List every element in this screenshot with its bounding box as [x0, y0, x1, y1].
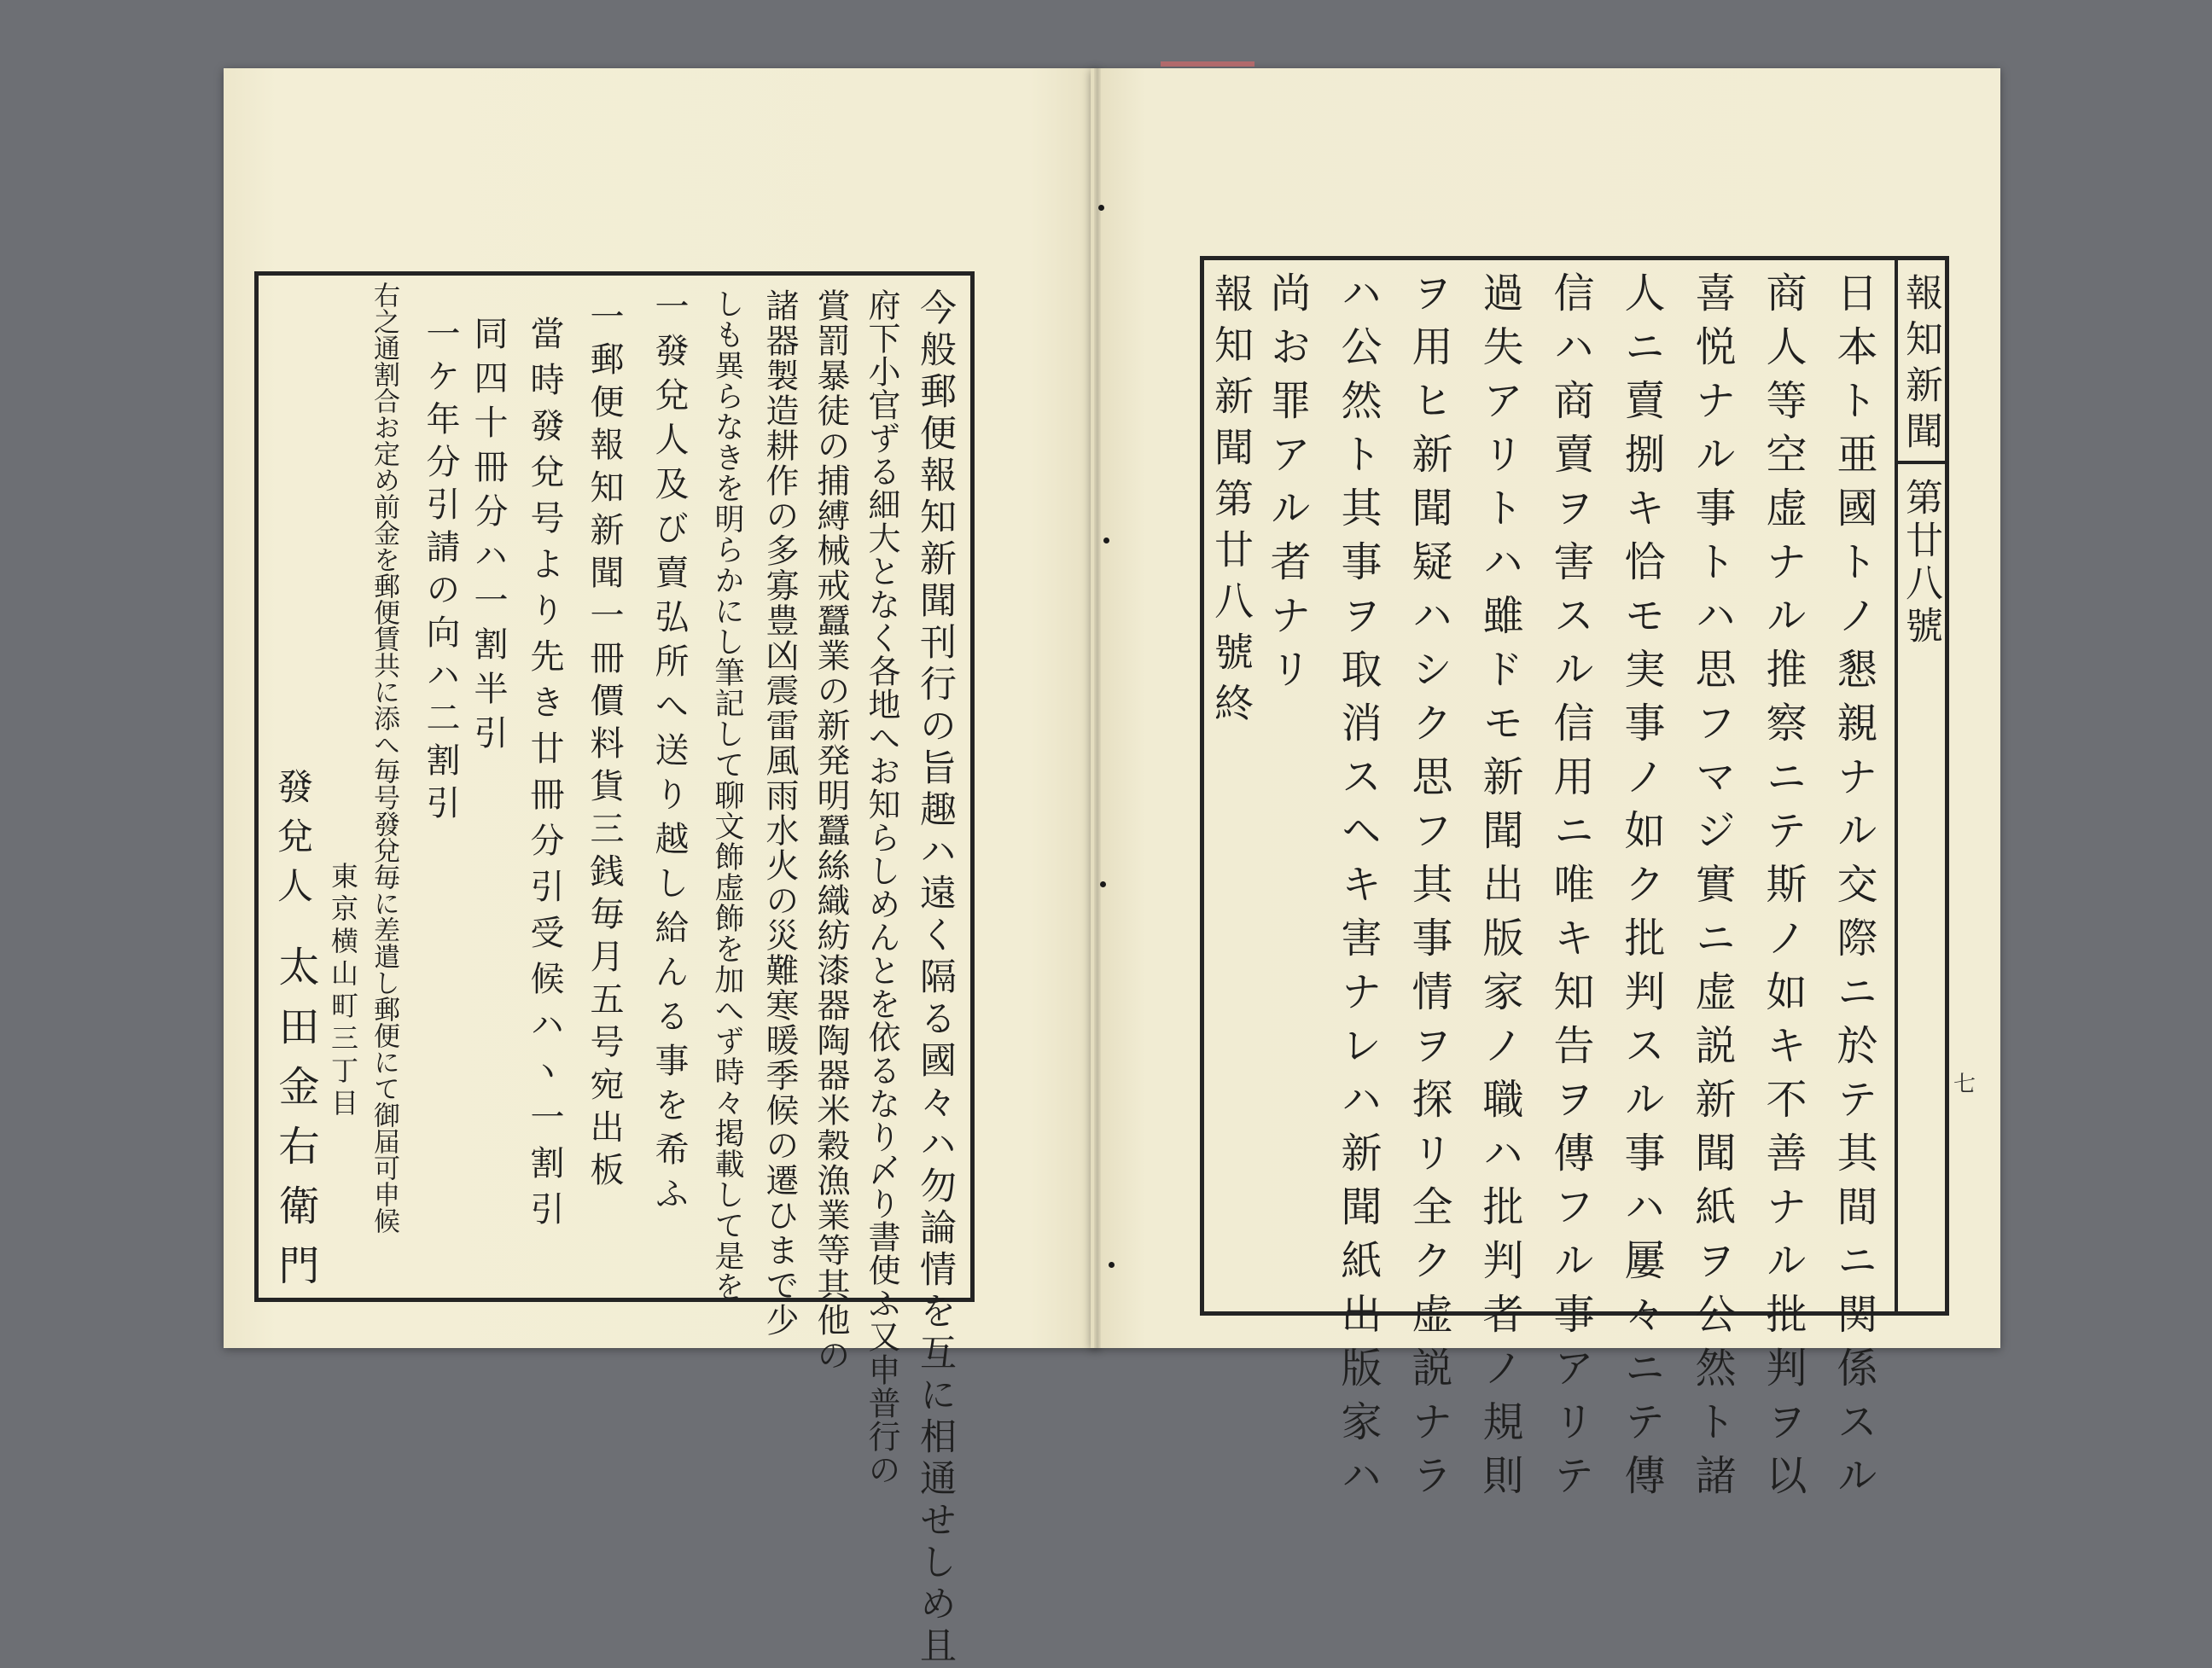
text-column: 府下小官ずる細大となく各地へお知らしめんとを依るなり〆り書使ふ又申普行の [863, 288, 900, 1486]
margin-title: 報知新聞 [1899, 273, 1942, 457]
publisher-name: 太田金右衛門 [271, 945, 319, 1304]
binding-hole [1109, 1262, 1115, 1268]
binding-hole [1103, 538, 1109, 543]
closing-line: 報知新聞第廿八號終 [1208, 273, 1254, 734]
text-column: 一ケ年分引請の向ハ二割引 [421, 316, 460, 828]
text-column: 商人等空虚ナル推察ニテ斯ノ如キ不善ナル批判ヲ以 [1759, 271, 1807, 1508]
text-column: 尚お罪アル者ナリ [1263, 271, 1311, 701]
text-column: 日本ト亜國トノ懇親ナル交際ニ於テ其間ニ関係スル [1830, 271, 1877, 1508]
margin-strip-divider [1895, 461, 1949, 464]
text-column: しも異らなきを明らかにし筆記して聊文飾虚飾を加へず時々掲載して是を [710, 288, 744, 1302]
text-column: 過失アリトハ雖ドモ新聞出版家ノ職ハ批判者ノ規則 [1476, 271, 1523, 1508]
text-column: 賞罰暴徒の捕縛械戒蠶業の新発明蠶絲織紡漆器陶器米穀漁業等其他の [812, 288, 850, 1373]
text-column: 諸器製造耕作の多寡豊凶震雷風雨水火の災難寒暖季候の遷ひまで少 [760, 288, 799, 1338]
text-column: 喜悦ナル事トハ思フマジ實ニ虚説新聞紙ヲ公然ト諸 [1688, 271, 1736, 1508]
text-column: ヲ用ヒ新聞疑ハシク思フ其事情ヲ探リ全ク虚説ナラ [1405, 271, 1452, 1508]
text-column: 一郵便報知新聞一冊價料貨三銭毎月五号宛出板 [585, 299, 624, 1194]
binding-hole [1100, 881, 1106, 887]
text-column: 當時發兌号より先き廿冊分引受候ハヽ一割引 [525, 316, 564, 1237]
text-column: 信ハ商賣ヲ害スル信用ニ唯キ知告ヲ傳フル事アリテ [1546, 271, 1594, 1508]
publisher-address: 東京横山町三丁目 [327, 862, 359, 1121]
text-column: 人ニ賣捌キ恰モ実事ノ如ク批判スル事ハ屢々ニテ傳 [1617, 271, 1665, 1508]
text-column: 同四十冊分ハ一割半引 [469, 316, 508, 759]
text-column: ハ公然ト其事ヲ取消スヘキ害ナレハ新聞紙出版家ハ [1334, 271, 1382, 1508]
text-column: 今般郵便報知新聞刊行の旨趣ハ遠く隔る國々ハ勿論情を互に相通せしめ且 [914, 288, 957, 1668]
binding-hole [1098, 205, 1104, 211]
page-number: 七 [1953, 1072, 1976, 1097]
text-column: 一發兌人及び賣弘所へ送り越し給んる事を希ふ [649, 288, 689, 1220]
publisher-role: 發兌人 [272, 768, 314, 916]
margin-issue-number: 第廿八號 [1899, 478, 1942, 648]
red-ink-mark [1161, 61, 1254, 67]
book-spine [1094, 68, 1101, 1348]
text-column: 右之通割合お定め前金を郵便賃共に添へ毎号發兌毎に差遣し郵便にて御届可申候 [369, 282, 399, 1234]
